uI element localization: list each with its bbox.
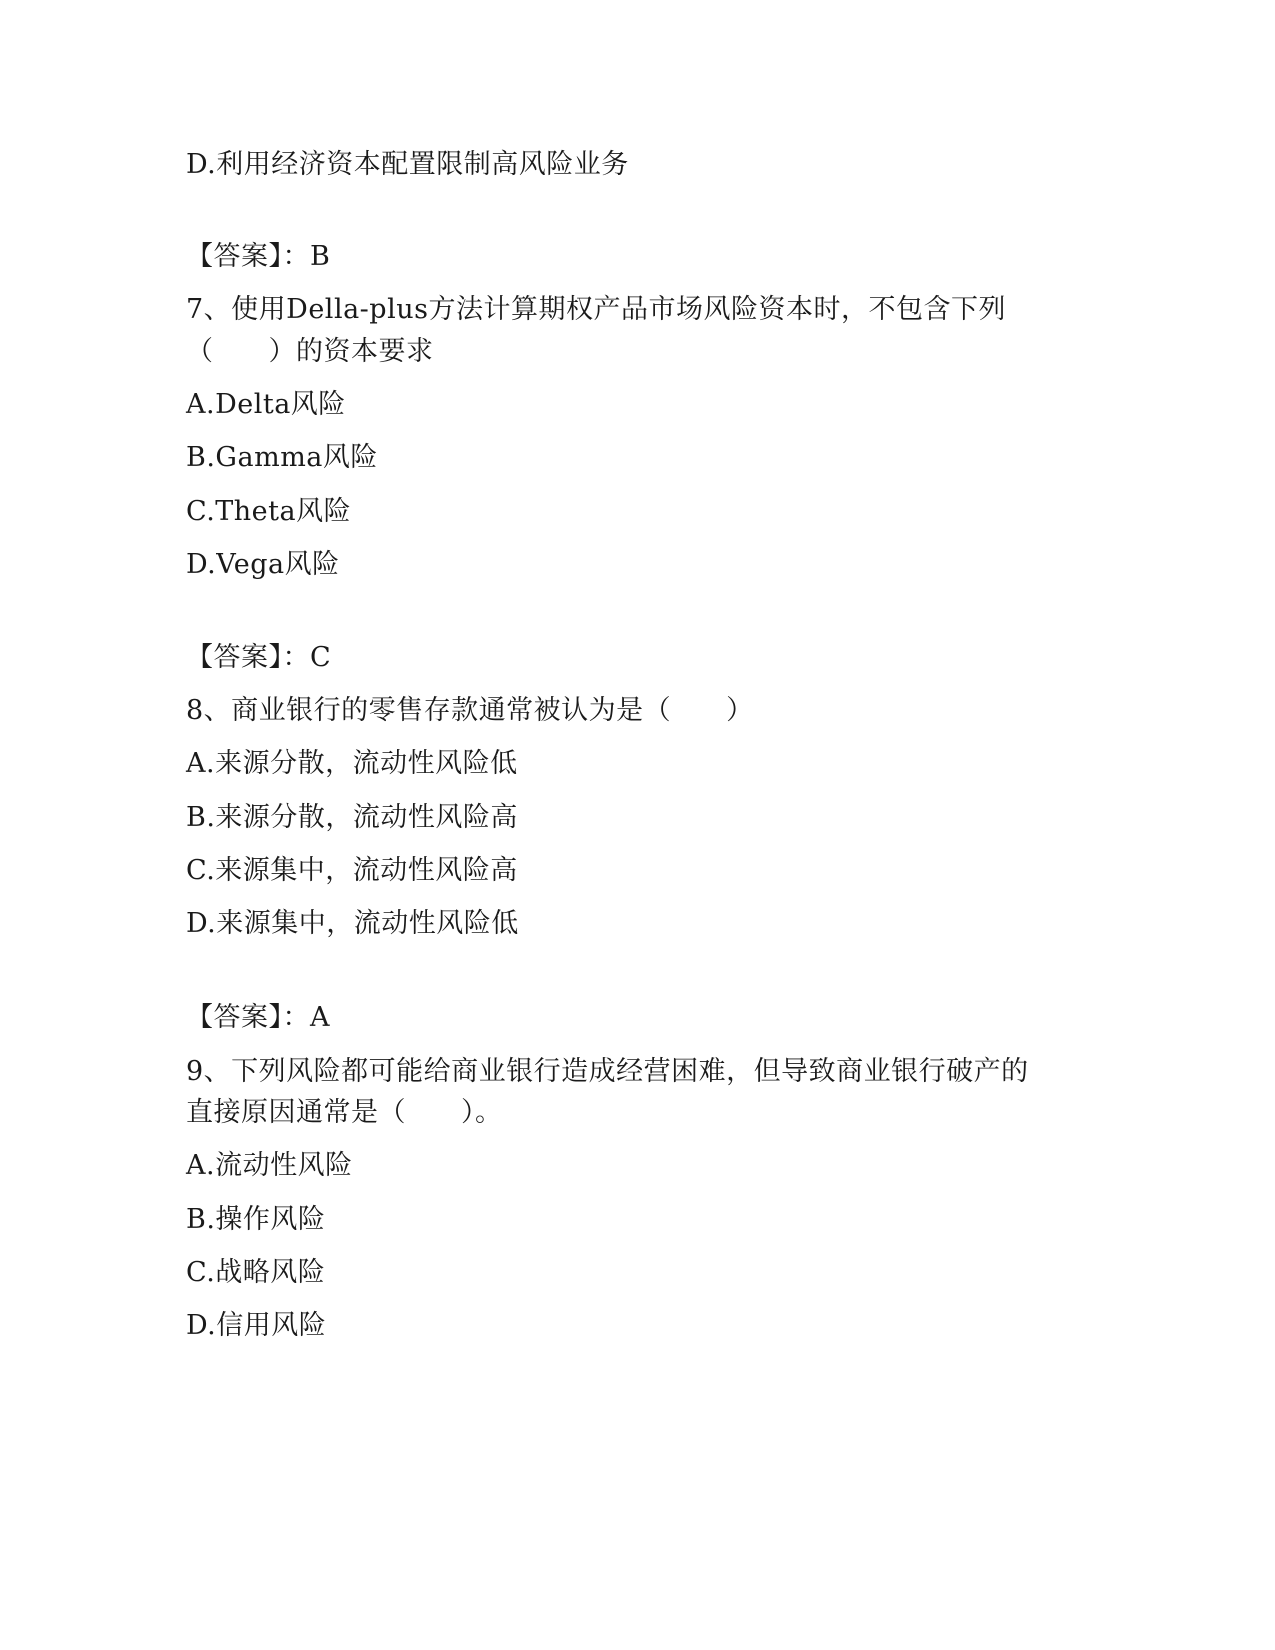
question-9-option-c: C.战略风险 (186, 1257, 326, 1288)
question-9-stem-cont: 直接原因通常是（ ）。 (186, 1097, 503, 1128)
question-8-option-d: D.来源集中，流动性风险低 (186, 908, 519, 939)
question-7-answer: 【答案】：C (186, 642, 332, 673)
option-d-prev: D.利用经济资本配置限制高风险业务 (186, 149, 629, 180)
question-7-stem: 7、使用Della-plus方法计算期权产品市场风险资本时，不包含下列 (186, 294, 1006, 325)
question-7-option-c: C.Theta风险 (186, 496, 352, 527)
question-9-option-a: A.流动性风险 (186, 1150, 353, 1181)
question-9-option-b: B.操作风险 (186, 1204, 326, 1235)
answer-prev: 【答案】：B (186, 241, 331, 272)
question-8-option-c: C.来源集中，流动性风险高 (186, 855, 518, 886)
question-8-option-b: B.来源分散，流动性风险高 (186, 802, 518, 833)
question-9-option-d: D.信用风险 (186, 1310, 327, 1341)
question-9-stem: 9、下列风险都可能给商业银行造成经营困难，但导致商业银行破产的 (186, 1056, 1029, 1087)
question-8-stem: 8、商业银行的零售存款通常被认为是（ ） (186, 695, 754, 726)
question-8-option-a: A.来源分散，流动性风险低 (186, 748, 518, 779)
question-8-answer: 【答案】：A (186, 1002, 330, 1033)
question-7-option-a: A.Delta风险 (186, 389, 346, 420)
question-7-option-b: B.Gamma风险 (186, 442, 378, 473)
question-7-stem-cont: （ ）的资本要求 (186, 336, 434, 367)
question-7-option-d: D.Vega风险 (186, 549, 340, 580)
